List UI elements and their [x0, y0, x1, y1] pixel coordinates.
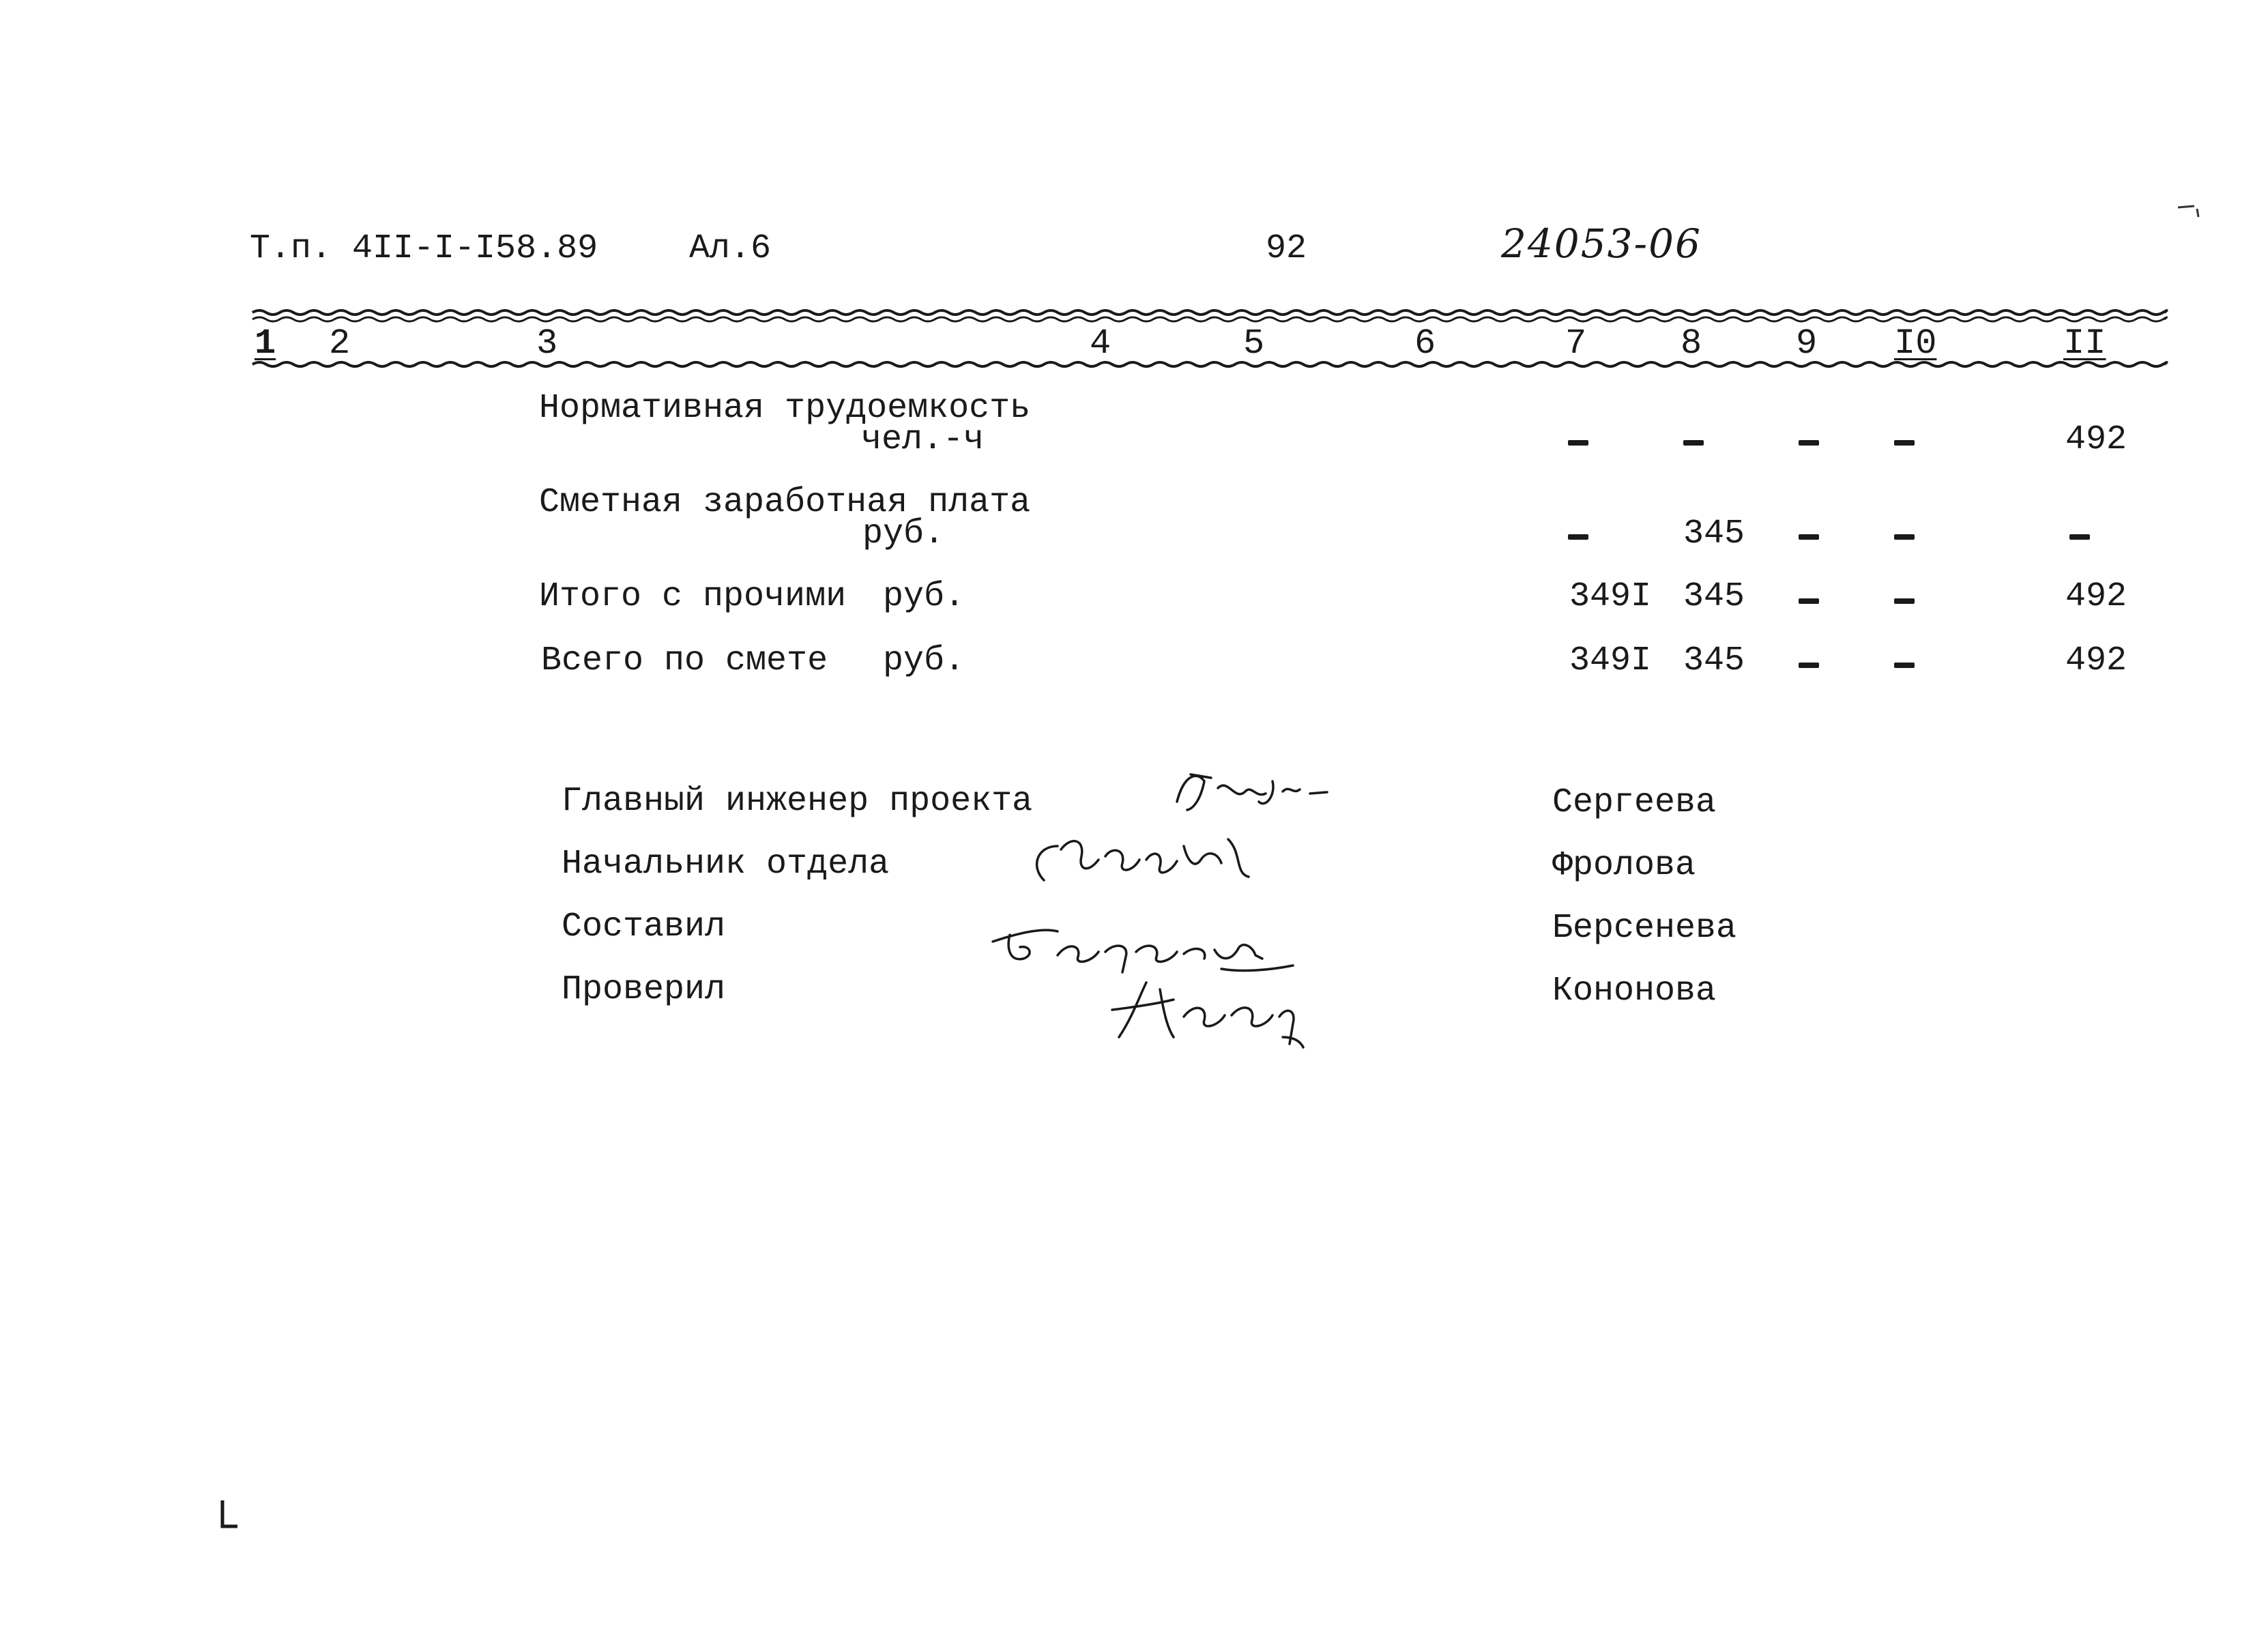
signature-chief-engineer — [1163, 761, 1341, 822]
row-total-label: Всего по смете — [541, 641, 828, 680]
signature-role: Главный инженер проекта — [562, 782, 1033, 821]
row-wage-c9 — [1799, 534, 1819, 540]
top-rule-2 — [252, 317, 2167, 321]
row-labor-c10 — [1894, 440, 1915, 446]
corner-mark — [217, 1498, 244, 1532]
row-labor-label: Нормативная трудоемкость — [539, 389, 1031, 428]
row-labor-unit: чел.-ч — [861, 420, 985, 459]
row-labor-c9 — [1799, 440, 1819, 446]
signature-name: Сергеева — [1552, 783, 1717, 822]
col-3: 3 — [536, 323, 558, 364]
row-subtotal-label: Итого с прочими — [539, 577, 847, 616]
row-subtotal-unit: руб. — [883, 577, 965, 616]
col-7: 7 — [1565, 323, 1587, 364]
row-labor-c7 — [1568, 440, 1588, 446]
col-1: 1 — [255, 323, 276, 364]
row-total-c11: 492 — [2065, 641, 2127, 680]
row-wage-c8: 345 — [1683, 514, 1745, 553]
row-total-c10 — [1894, 663, 1915, 668]
col-11: II — [2063, 323, 2106, 364]
signature-name: Кононова — [1552, 972, 1717, 1011]
document-code: 24053-06 — [1501, 220, 1702, 267]
col-5: 5 — [1243, 323, 1265, 364]
signature-name: Берсенева — [1552, 909, 1737, 948]
row-wage-c11 — [2069, 534, 2090, 540]
signature-name: Фролова — [1552, 846, 1696, 885]
col-4: 4 — [1090, 323, 1111, 364]
signature-role: Начальник отдела — [562, 845, 890, 884]
row-wage-c10 — [1894, 534, 1915, 540]
row-wage-c7 — [1568, 534, 1588, 540]
col-10: I0 — [1894, 323, 1937, 364]
row-wage-unit: руб. — [862, 514, 945, 553]
row-subtotal-c10 — [1894, 598, 1915, 604]
row-total-c9 — [1799, 663, 1819, 668]
album-number: Ал.6 — [689, 229, 772, 268]
signature-role: Проверил — [562, 970, 726, 1009]
row-total-c8: 345 — [1683, 641, 1745, 680]
col-6: 6 — [1414, 323, 1436, 364]
page-number: 92 — [1266, 229, 1307, 268]
row-wage-label: Сметная заработная плата — [539, 483, 1031, 522]
row-total-unit: руб. — [883, 641, 965, 680]
signature-checker — [1099, 969, 1317, 1051]
signature-role: Составил — [562, 907, 726, 946]
row-subtotal-c9 — [1799, 598, 1819, 604]
row-total-c7: 349I — [1569, 641, 1652, 680]
row-labor-c11: 492 — [2065, 420, 2127, 459]
row-subtotal-c11: 492 — [2065, 577, 2127, 616]
col-8: 8 — [1681, 323, 1702, 364]
signature-department-head — [1023, 819, 1269, 894]
row-labor-c8 — [1683, 440, 1704, 446]
top-rule — [252, 310, 2167, 315]
document-reference: Т.п. 4II-I-I58.89 — [250, 229, 598, 268]
row-subtotal-c7: 349I — [1569, 577, 1652, 616]
col-9: 9 — [1796, 323, 1818, 364]
col-2: 2 — [329, 323, 351, 364]
row-subtotal-c8: 345 — [1683, 577, 1745, 616]
